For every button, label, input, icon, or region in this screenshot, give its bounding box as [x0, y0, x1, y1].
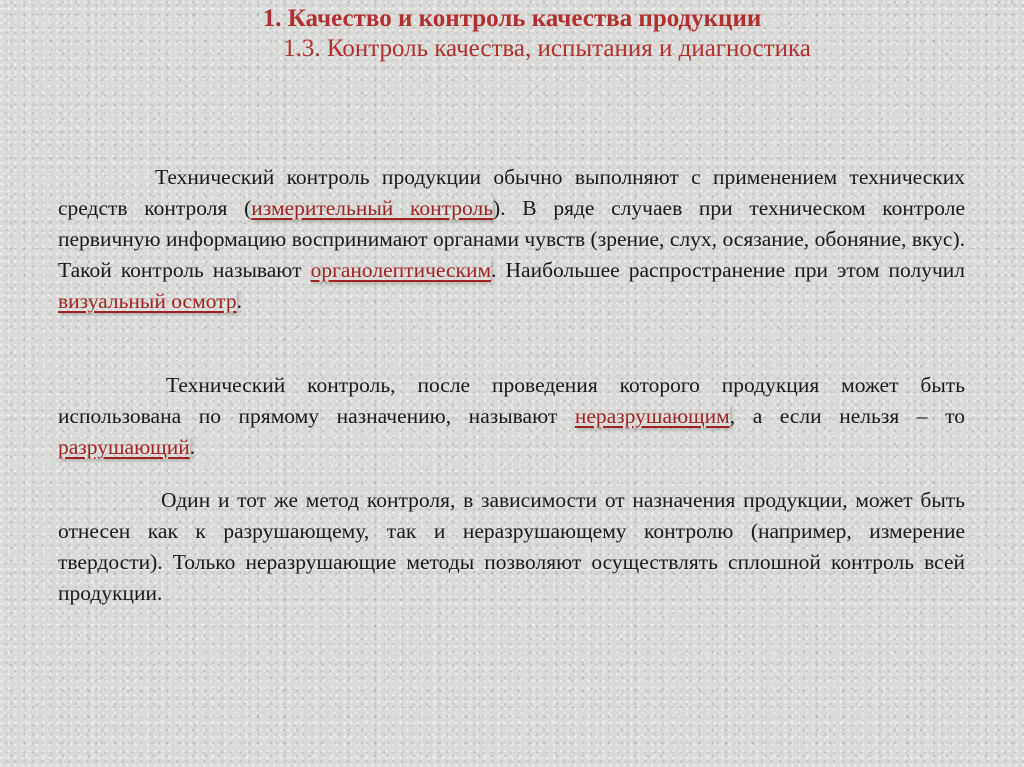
- slide-subtitle: 1.3. Контроль качества, испытания и диагностика: [283, 35, 811, 62]
- slide-header: [0, 4, 1024, 64]
- link-destructive[interactable]: разрушающий: [58, 435, 190, 459]
- paragraph-text: , а если нельзя – то: [729, 404, 965, 428]
- paragraph-text: ). В ряде случаев при техническом контроле первичную информацию воспринимают органами чувств (зрение, слух, осязание, обоняние, вкус). Такой контроль называют: [58, 196, 966, 282]
- paragraph-text: Технический контроль, после проведения которого продукция может быть использована по прямому назначению, называют: [58, 373, 965, 428]
- link-visual-inspection[interactable]: визуальный осмотр: [58, 289, 237, 313]
- paragraph-destructive-control: [58, 370, 965, 463]
- paragraph-text: Технический контроль продукции обычно выполняют с применением технических средств контроля (: [58, 165, 965, 220]
- link-organoleptic[interactable]: органолептическим: [310, 258, 492, 282]
- link-measuring-control[interactable]: измерительный контроль: [251, 196, 494, 220]
- paragraph-text: Один и тот же метод контроля, в зависимости от назначения продукции, может быть отнесен как к разрушающему, так и неразрушающему контролю (например, измерение твердости). Только неразрушающие методы позволяют осуществлять сплошной контроль всей продукции.: [58, 488, 965, 605]
- slide-title: 1. Качество и контроль качества продукции: [262, 5, 762, 32]
- paragraph-text: .: [189, 435, 196, 459]
- paragraph-technical-control: [58, 162, 965, 317]
- paragraph-control-method: [58, 485, 965, 609]
- link-non-destructive[interactable]: неразрушающим: [574, 404, 730, 428]
- paragraph-text: . Наибольшее распространение при этом получил: [491, 258, 965, 282]
- paragraph-text: .: [236, 289, 242, 313]
